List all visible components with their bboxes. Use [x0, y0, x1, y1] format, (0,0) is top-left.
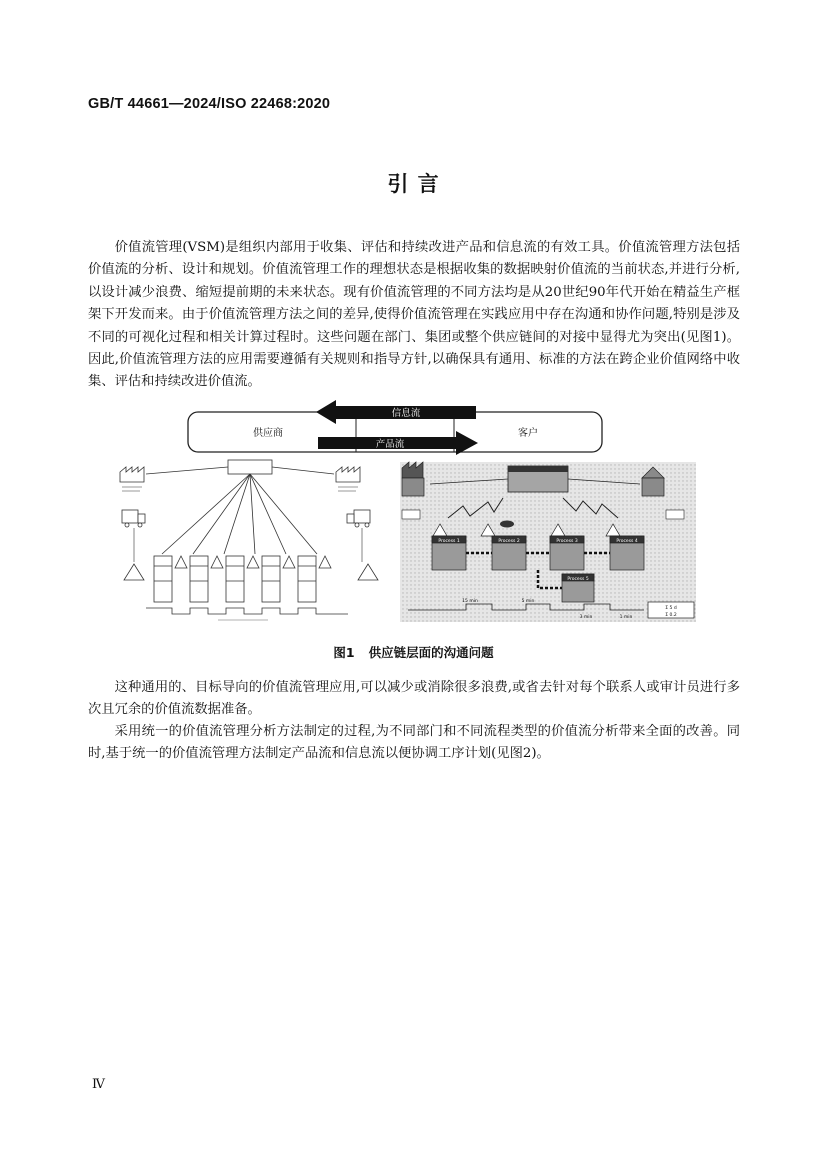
timeline-label: 15 min: [462, 599, 478, 604]
process-box: [154, 556, 172, 602]
truck-icon: [354, 510, 370, 523]
inventory-triangle-icon: [283, 556, 295, 568]
production-planning-header: [508, 466, 568, 472]
process-label: Process 2: [498, 539, 520, 544]
process-box: [190, 556, 208, 602]
inventory-triangle-icon: [247, 556, 259, 568]
timeline-label: 3 min: [579, 615, 593, 620]
truck-icon: [666, 510, 684, 519]
page-number: Ⅳ: [92, 1077, 105, 1092]
lead-time-total: Σ 5 d: [665, 606, 677, 611]
body-paragraph: 这种通用的、目标导向的价值流管理应用,可以减少或消除很多浪费,或省去针对每个联系人或审计员进行多次且冗余的价值流数据准备。: [88, 680, 740, 718]
body-paragraph: 采用统一的价值流管理分析方法制定的过程,为不同部门和不同流程类型的价值流分析带来全面的改善。同时,基于统一的价值流管理方法制定产品流和信息流以便协调工序计划(见图2)。: [88, 724, 740, 762]
inventory-triangle-icon: [175, 556, 187, 568]
figure-caption-number: 图1: [333, 645, 355, 660]
process-box: [262, 556, 280, 602]
processing-time-total: Σ 0.2: [665, 613, 677, 618]
figure-caption-text: 供应链层面的沟通问题: [368, 645, 494, 660]
customer-data-box: [642, 478, 664, 496]
truck-icon: [122, 510, 138, 523]
kaizen-burst-icon: [500, 521, 514, 528]
section-title: 引 言: [387, 172, 440, 196]
process-label: Process 5: [567, 577, 589, 582]
standard-code: GB/T 44661—2024/ISO 22468:2020: [88, 96, 331, 112]
inventory-triangle-icon: [358, 564, 378, 580]
timeline-label: 1 min: [619, 615, 633, 620]
inventory-triangle-icon: [211, 556, 223, 568]
process-label: Process 4: [616, 539, 638, 544]
figure-1-graphic: [118, 396, 700, 626]
intro-paragraph: 价值流管理(VSM)是组织内部用于收集、评估和持续改进产品和信息流的有效工具。价值流管理方法包括价值流的分析、设计和规划。价值流管理工作的理想状态是根据收集的数据映射价值流的当前状态,并进行分析,以设计减少浪费、缩短提前期的未来状态。现有价值流管理的不同方法均是从20世纪90年代开始在精益生产框架下开发而来。由于价值流管理方法之间的差异,使得价值流管理在实践应用中存在沟通和协作问题,特别是涉及不同的可视化过程和相关计算过程时。这些问题在部门、集团或整个供应链间的对接中显得尤为突出(见图1)。因此,价值流管理方法的应用需要遵循有关规则和指导方针,以确保具有通用、标准的方法在跨企业价值网络中收集、评估和持续改进价值流。: [88, 240, 740, 390]
supplier-factory-icon: [120, 467, 144, 482]
production-control-box: [228, 460, 272, 474]
figure-caption: [0, 643, 827, 661]
inventory-triangle-icon: [124, 564, 144, 580]
timeline-label: 5 min: [521, 599, 535, 604]
left-process-row: [154, 556, 331, 602]
customer-label: 客户: [518, 428, 538, 439]
supplier-data-box: [402, 478, 424, 496]
product-flow-label: 产品流: [375, 439, 405, 450]
truck-icon: [402, 510, 420, 519]
supplier-label: 供应商: [253, 428, 283, 439]
process-label: Process 3: [556, 539, 578, 544]
inventory-triangle-icon: [319, 556, 331, 568]
info-flow-label: 信息流: [391, 408, 421, 419]
customer-factory-icon: [336, 467, 360, 482]
info-connector-lines: [146, 467, 334, 554]
figure-1: [118, 396, 700, 626]
process-box: [226, 556, 244, 602]
left-timeline: [146, 608, 348, 614]
process-label: Process 1: [438, 539, 460, 544]
process-box: [298, 556, 316, 602]
right-value-stream-map: [400, 462, 696, 622]
